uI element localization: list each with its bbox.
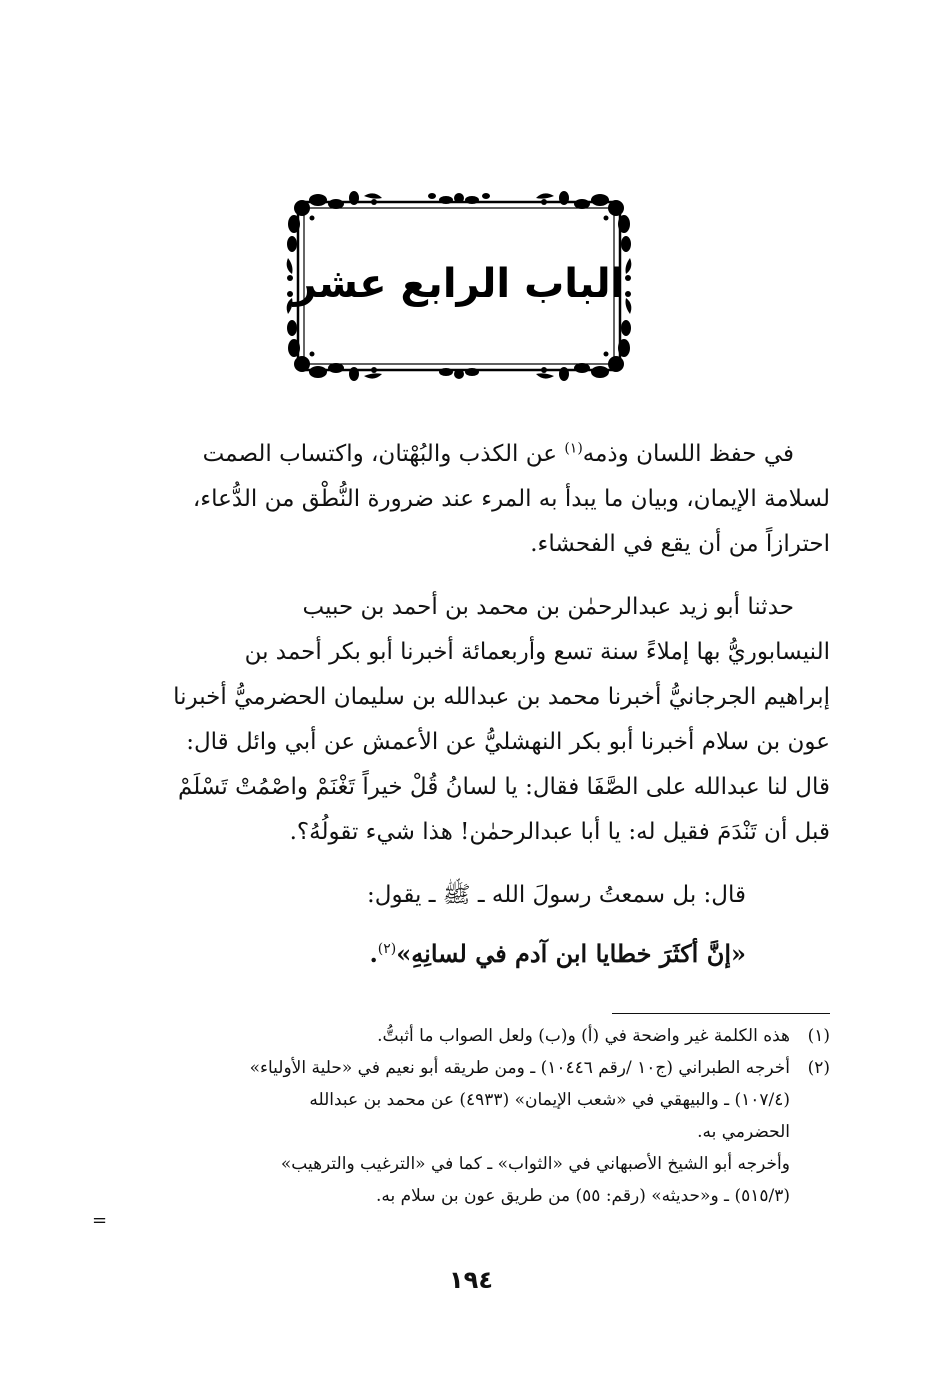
isnad-line: النيسابوريُّ بها إملاءً سنة تسع وأربعمائة أخبرنا أبو بكر أحمد بن bbox=[244, 639, 830, 665]
isnad-line: إبراهيم الجرجانيُّ أخبرنا محمد بن عبدالله بن سليمان الحضرميُّ أخبرنا bbox=[173, 684, 830, 710]
isnad-line: قال لنا عبدالله على الصَّفَا فقال: يا لسانُ قُلْ خيراً تَغْنَمْ واصْمُتْ تَسْلَمْ bbox=[177, 774, 830, 800]
page-number: ١٩٤ bbox=[449, 1266, 493, 1294]
footnote-separator bbox=[612, 1013, 830, 1014]
hadith-text: «إنَّ أكثَرَ خطايا ابن آدم في لسانِهِ»$^{(٢)}$. bbox=[369, 939, 746, 968]
footnote-1 bbox=[124, 1020, 830, 1052]
footnote-body: أخرجه الطبراني (ج١٠ /رقم ١٠٤٤٦) ـ ومن طريقه أبو نعيم في «حلية الأولياء» (١٠٧/٤) ـ والبيهقي في «شعب الإيمان» (٤٩٣٣) عن محمد بن عبدالله الحضرمي به. وأخرجه أبو الشيخ الأصبهاني في «الثواب» ـ كما في «الترغيب والترهيب» (٥١٥/٣) ـ و«حديثه» (رقم: ٥٥) من طريق عون بن سلام به. bbox=[249, 1058, 790, 1206]
footnote-number: (٢) bbox=[807, 1058, 830, 1078]
chapter-intro-paragraph bbox=[124, 432, 830, 567]
isnad-line: قبل أن تَنْدَمَ فقيل له: يا أبا عبدالرحمٰن! هذا شيء تقولُهُ؟. bbox=[289, 819, 830, 845]
isnad-line: حدثنا أبو زيد عبدالرحمٰن بن محمد بن أحمد بن حبيب bbox=[302, 594, 794, 620]
chapter-title: الباب الرابع عشر bbox=[293, 261, 625, 307]
intro-line-3: احترازاً من أن يقع في الفحشاء. bbox=[530, 531, 830, 557]
footnotes bbox=[124, 1020, 830, 1212]
footnote-ref-2[interactable]: (٢) bbox=[377, 941, 397, 957]
footnote-body: هذه الكلمة غير واضحة في (أ) و(ب) ولعل الصواب ما أثبتُّ. bbox=[377, 1026, 790, 1046]
floral-ornament-bottom-center bbox=[439, 368, 479, 379]
footnote-number: (١) bbox=[807, 1026, 830, 1046]
isnad-paragraph bbox=[124, 585, 830, 855]
footnote-ref-1[interactable]: (١) bbox=[564, 440, 583, 457]
intro-line-2: لسلامة الإيمان، وبيان ما يبدأ به المرء عند ضرورة النُّطْق من الدُّعاء، bbox=[192, 486, 830, 512]
intro-line-1: في حفظ اللسان وذمه$^{(١)}$ عن الكذب والبُهْتان، واكتساب الصمت bbox=[202, 440, 794, 467]
isnad-line: عون بن سلام أخبرنا أبو بكر النهشليُّ عن الأعمش عن أبي وائل قال: bbox=[186, 729, 830, 755]
narration-said-line: قال: بل سمعتُ رسولَ الله ـ ﷺ ـ يقول: bbox=[367, 882, 746, 908]
footnote-continuation-mark: = bbox=[92, 1210, 108, 1231]
chapter-title-frame bbox=[284, 188, 634, 384]
footnote-2 bbox=[124, 1052, 830, 1212]
